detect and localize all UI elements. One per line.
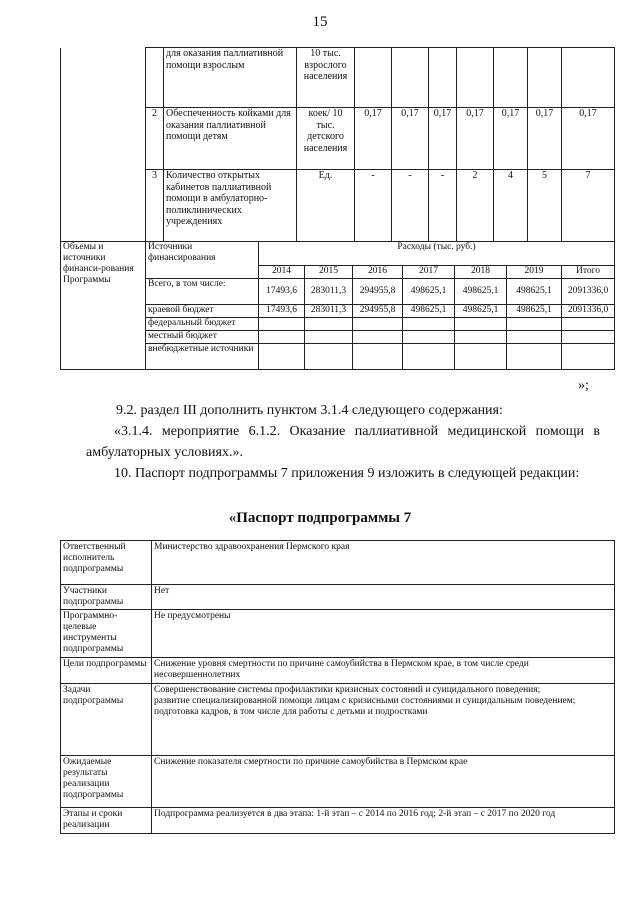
indicator-value: 7 (562, 170, 615, 242)
indicator-value: 0,17 (392, 108, 429, 170)
financing-value (507, 344, 562, 370)
passport-label: Участники подпрограммы (61, 585, 152, 610)
financing-value (455, 344, 507, 370)
passport-value: Не предусмотрены (152, 610, 615, 658)
sources-header: Источники финансирования (146, 242, 259, 279)
passport-row (61, 756, 615, 808)
financing-value: 498625,1 (507, 279, 562, 305)
passport-row (61, 808, 615, 834)
passport-row (61, 585, 615, 610)
financing-value: 2091336,0 (562, 305, 615, 318)
financing-value: 17493,6 (259, 279, 305, 305)
financing-value: 283011,3 (305, 305, 353, 318)
financing-value (403, 318, 455, 331)
year-header: 2019 (507, 266, 562, 279)
passport-row (61, 541, 615, 585)
financing-value: 294955,8 (353, 279, 403, 305)
indicator-num (146, 48, 164, 108)
indicator-row (61, 170, 615, 242)
passport-value: Снижение показателя смертности по причине самоубийства в Пермском крае (152, 756, 615, 808)
passport-value: Снижение уровня смертности по причине самоубийства в Пермском крае, в том числе среди несовершеннолетних (152, 658, 615, 684)
financing-value (562, 344, 615, 370)
passport-label: Ожидаемые результаты реализации подпрограммы (61, 756, 152, 808)
indicator-name: Количество открытых кабинетов паллиативной помощи в амбулаторно-поликлинических учреждениях (164, 170, 297, 242)
financing-value: 498625,1 (455, 305, 507, 318)
financing-value (259, 331, 305, 344)
indicator-value: 0,17 (355, 108, 392, 170)
financing-value: 17493,6 (259, 305, 305, 318)
financing-value (562, 318, 615, 331)
passport-row (61, 658, 615, 684)
financing-value: 294955,8 (353, 305, 403, 318)
financing-value (259, 318, 305, 331)
financing-value (353, 318, 403, 331)
indicator-value: - (429, 170, 457, 242)
financing-value (353, 344, 403, 370)
passport-value: Нет (152, 585, 615, 610)
paragraph-amendment: 9.2. раздел III дополнить пунктом 3.1.4 следующего содержания: (116, 403, 503, 418)
financing-section-label: Объемы и источники финанси-рования Программы (61, 242, 146, 370)
indicator-unit: 10 тыс. взрослого населения (297, 48, 355, 108)
indicators-table (60, 47, 615, 242)
financing-source: федеральный бюджет (146, 318, 259, 331)
passport-label: Ответственный исполнитель подпрограммы (61, 541, 152, 585)
expenses-header: Расходы (тыс. руб.) (259, 242, 615, 266)
passport-label: Этапы и сроки реализации (61, 808, 152, 834)
financing-value (305, 318, 353, 331)
financing-source: краевой бюджет (146, 305, 259, 318)
financing-value: 498625,1 (507, 305, 562, 318)
page-number: 15 (312, 14, 328, 30)
passport-value: Министерство здравоохранения Пермского края (152, 541, 615, 585)
indicator-unit: коек/ 10 тыс. детского населения (297, 108, 355, 170)
indicator-name: для оказания паллиативной помощи взрослым (164, 48, 297, 108)
passport-title: «Паспорт подпрограммы 7 (228, 510, 412, 526)
indicator-value: - (392, 170, 429, 242)
financing-value (562, 331, 615, 344)
financing-value: 498625,1 (403, 305, 455, 318)
financing-value (507, 318, 562, 331)
indicator-value: 0,17 (429, 108, 457, 170)
financing-value (455, 331, 507, 344)
indicator-value: 0,17 (562, 108, 615, 170)
passport-value: Подпрограмма реализуется в два этапа: 1-й этап – с 2014 по 2016 год; 2-й этап – с 2017 по 2020 год (152, 808, 615, 834)
year-header: 2015 (305, 266, 353, 279)
passport-row (61, 610, 615, 658)
financing-source: местный бюджет (146, 331, 259, 344)
financing-value (455, 318, 507, 331)
passport-label: Программно-целевые инструменты подпрограммы (61, 610, 152, 658)
table-closing-mark: »; (578, 378, 589, 393)
indicator-value (457, 48, 494, 108)
paragraph-quote: «3.1.4. мероприятие 6.1.2. Оказание паллиативной медицинской помощи в амбулаторных условиях.». (86, 424, 600, 460)
financing-value (259, 344, 305, 370)
passport-table (60, 540, 615, 834)
indicator-value: 0,17 (528, 108, 562, 170)
indicator-value (528, 48, 562, 108)
indicator-unit: Ед. (297, 170, 355, 242)
financing-source: Всего, в том числе: (146, 279, 259, 305)
indicator-value: 5 (528, 170, 562, 242)
indicator-num: 3 (146, 170, 164, 242)
financing-value (507, 331, 562, 344)
indicator-value: 2 (457, 170, 494, 242)
financing-value (403, 331, 455, 344)
financing-value: 498625,1 (403, 279, 455, 305)
year-header: 2017 (403, 266, 455, 279)
indicator-row (61, 48, 615, 108)
indicator-value: 4 (494, 170, 528, 242)
indicator-value (562, 48, 615, 108)
financing-table (60, 241, 615, 370)
year-header: Итого (562, 266, 615, 279)
financing-value (305, 331, 353, 344)
financing-value: 283011,3 (305, 279, 353, 305)
passport-value: Совершенствование системы профилактики кризисных состояний и суицидального поведения; развитие специализированной помощи лицам с кризисными состояниями и суицидальным поведением; подготовка кадров, в том числе для работы с детьми и подростками (152, 684, 615, 756)
year-header: 2014 (259, 266, 305, 279)
indicator-value: - (355, 170, 392, 242)
paragraph-passport-intro: 10. Паспорт подпрограммы 7 приложения 9 изложить в следующей редакции: (114, 466, 580, 481)
indicator-value (355, 48, 392, 108)
financing-value: 2091336,0 (562, 279, 615, 305)
indicator-value (429, 48, 457, 108)
financing-value (353, 331, 403, 344)
year-header: 2018 (455, 266, 507, 279)
indicator-value: 0,17 (457, 108, 494, 170)
passport-row (61, 684, 615, 756)
indicator-row (61, 108, 615, 170)
indicator-name: Обеспеченность койками для оказания паллиативной помощи детям (164, 108, 297, 170)
financing-value (305, 344, 353, 370)
indicator-num: 2 (146, 108, 164, 170)
passport-label: Цели подпрограммы (61, 658, 152, 684)
financing-source: внебюджетные источники (146, 344, 259, 370)
passport-label: Задачи подпрограммы (61, 684, 152, 756)
financing-value: 498625,1 (455, 279, 507, 305)
indicator-value (494, 48, 528, 108)
year-header: 2016 (353, 266, 403, 279)
indicator-value (392, 48, 429, 108)
indicator-value: 0,17 (494, 108, 528, 170)
financing-value (403, 344, 455, 370)
